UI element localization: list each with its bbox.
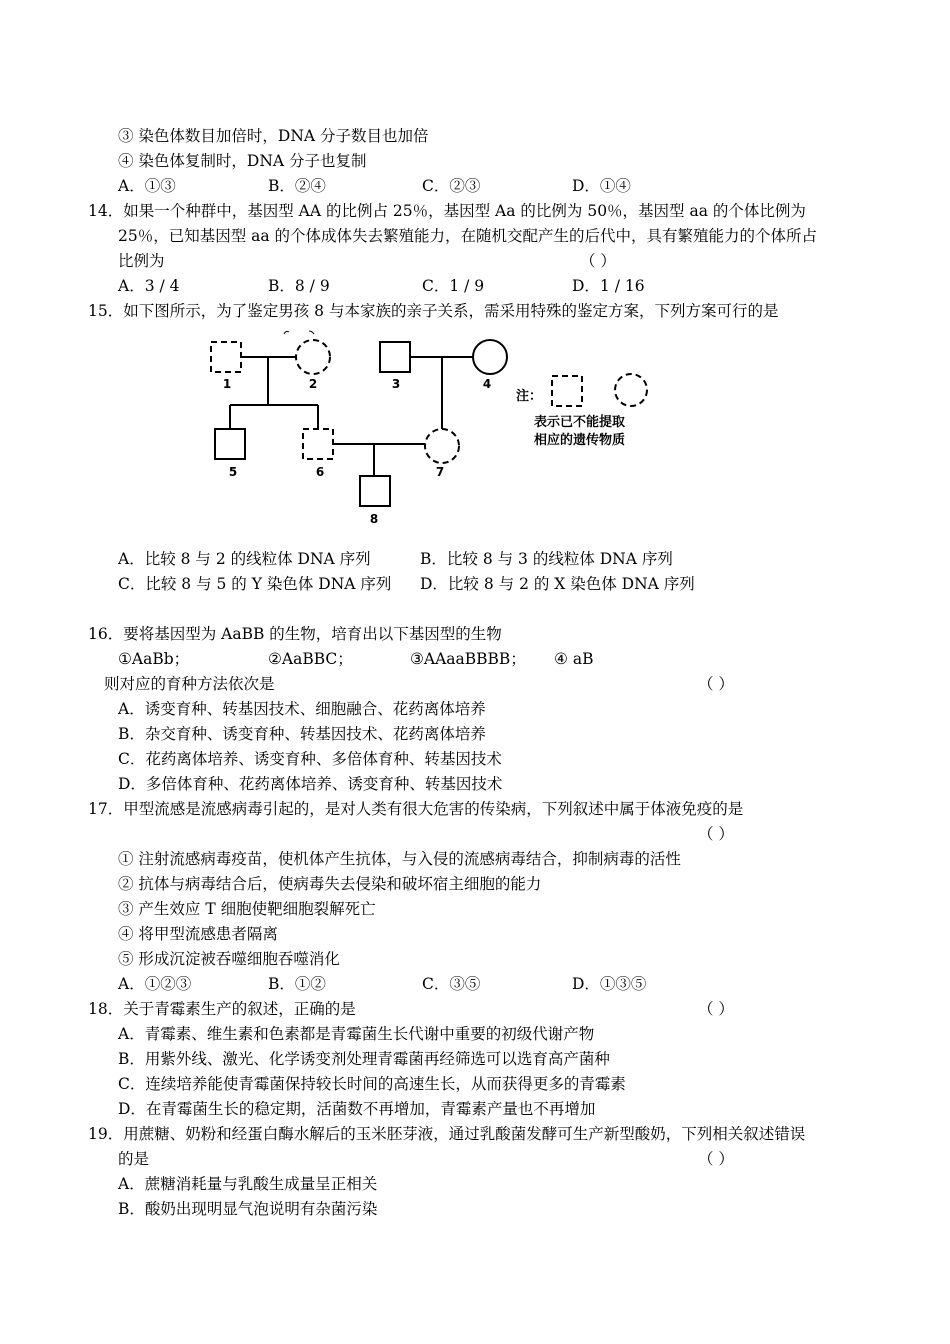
- pedigree-label-8: 8: [369, 512, 379, 526]
- q15-option-b: B．比较 8 与 3 的线粒体 DNA 序列: [420, 550, 673, 568]
- q16-genotype-1: ①AaBb；: [118, 650, 190, 668]
- pedigree-label-7: 7: [435, 465, 445, 479]
- q16-genotype-4: ④ aB: [554, 650, 594, 668]
- q14-option-a: A．3 / 4: [118, 277, 180, 295]
- pedigree-label-5: 5: [228, 465, 238, 479]
- pedigree-individual-6: [303, 429, 333, 459]
- q16-option-d: D．多倍体育种、花药离体培养、诱变育种、转基因技术: [118, 775, 503, 793]
- q17-statement-2: ② 抗体与病毒结合后，使病毒失去侵染和破坏宿主细胞的能力: [118, 875, 542, 893]
- q16-genotype-2: ②AaBBC；: [268, 650, 353, 668]
- legend-note-line1: 表示已不能提取: [534, 415, 626, 430]
- pedigree-individual-7: [425, 429, 459, 463]
- pedigree-individual-3: [380, 342, 410, 372]
- legend-note-line2: 相应的遗传物质: [534, 433, 626, 448]
- q14-stem-line1: 14．如果一个种群中，基因型 AA 的比例占 25％，基因型 Aa 的比例为 50％，基因型 aa 的个体比例为: [88, 202, 806, 220]
- q18-option-a: A．青霉素、维生素和色素都是青霉菌生长代谢中重要的初级代谢产物: [118, 1025, 595, 1043]
- q19-stem-line2: 的是: [118, 1150, 150, 1168]
- q14-option-b: B．8 / 9: [268, 277, 330, 295]
- q19-option-a: A．蔗糖消耗量与乳酸生成量呈正相关: [118, 1175, 378, 1193]
- q17-statement-5: ⑤ 形成沉淀被吞噬细胞吞噬消化: [118, 950, 340, 968]
- pedigree-label-4: 4: [482, 377, 492, 391]
- pedigree-individual-1: [211, 342, 241, 372]
- q17-statement-3: ③ 产生效应 T 细胞使靶细胞裂解死亡: [118, 900, 376, 918]
- pedigree-individual-2: [296, 340, 330, 374]
- pedigree-individual-8: [360, 476, 390, 506]
- legend-dashed-circle: [615, 374, 647, 406]
- q13-option-b: B．②④: [268, 177, 326, 195]
- q16-option-a: A．诱变育种、转基因技术、细胞融合、花药离体培养: [118, 700, 486, 718]
- q18-option-b: B．用紫外线、激光、化学诱变剂处理青霉菌再经筛选可以选育高产菌种: [118, 1050, 610, 1068]
- pedigree-individual-5: [215, 429, 245, 459]
- q17-stem: 17．甲型流感是流感病毒引起的，是对人类有很大危害的传染病，下列叙述中属于体液免疫的是: [88, 800, 744, 818]
- q17-statement-4: ④ 将甲型流感患者隔离: [118, 925, 278, 943]
- q16-option-c: C．花药离体培养、诱变育种、多倍体育种、转基因技术: [118, 750, 502, 768]
- q16-option-b: B．杂交育种、诱变育种、转基因技术、花药离体培养: [118, 725, 486, 743]
- q14-stem-line3: 比例为: [118, 252, 165, 270]
- q15-option-a: A．比较 8 与 2 的线粒体 DNA 序列: [118, 550, 371, 568]
- pedigree-label-3: 3: [391, 377, 401, 391]
- q19-stem-line1: 19．用蔗糖、奶粉和经蛋白酶水解后的玉米胚芽液，通过乳酸菌发酵可生产新型酸奶，下列相关叙述错误: [88, 1125, 806, 1143]
- q16-stem-line2: 则对应的育种方法依次是: [104, 675, 275, 693]
- legend-note-label: 注：: [516, 389, 543, 404]
- q17-answer-paren: （ ）: [698, 825, 734, 843]
- q15-option-c: C．比较 8 与 5 的 Y 染色体 DNA 序列: [118, 575, 392, 593]
- q16-answer-paren: （ ）: [698, 675, 734, 693]
- pedigree-label-6: 6: [315, 465, 325, 479]
- legend-dashed-square: [552, 376, 582, 406]
- pedigree-individual-4: [473, 340, 507, 374]
- q16-stem: 16．要将基因型为 AaBB 的生物，培育出以下基因型的生物: [88, 625, 502, 643]
- q17-option-d: D．①③⑤: [572, 975, 647, 993]
- q18-option-c: C．连续培养能使青霉菌保持较长时间的高速生长，从而获得更多的青霉素: [118, 1075, 626, 1093]
- q13-statement-3: ③ 染色体数目加倍时，DNA 分子数目也加倍: [118, 127, 429, 145]
- q13-option-d: D．①④: [572, 177, 631, 195]
- pedigree-figure: [200, 326, 670, 530]
- pedigree-label-1: 1: [222, 377, 232, 391]
- q14-stem-line2: 25％，已知基因型 aa 的个体成体失去繁殖能力，在随机交配产生的后代中，具有繁殖能力的个体所占: [118, 227, 818, 245]
- q15-stem: 15．如下图所示，为了鉴定男孩 8 与本家族的亲子关系，需采用特殊的鉴定方案，下列方案可行的是: [88, 302, 779, 320]
- q14-option-d: D．1 / 16: [572, 277, 645, 295]
- q17-option-a: A．①②③: [118, 975, 192, 993]
- q17-option-c: C．③⑤: [422, 975, 481, 993]
- pedigree-label-2: 2: [308, 377, 318, 391]
- q17-option-b: B．①②: [268, 975, 326, 993]
- q13-option-c: C．②③: [422, 177, 481, 195]
- q19-answer-paren: （ ）: [698, 1150, 734, 1168]
- q14-answer-paren: （ ）: [580, 252, 616, 270]
- q18-option-d: D．在青霉菌生长的稳定期，活菌数不再增加，青霉素产量也不再增加: [118, 1100, 596, 1118]
- q19-option-b: B．酸奶出现明显气泡说明有杂菌污染: [118, 1200, 378, 1218]
- q18-stem: 18．关于青霉素生产的叙述，正确的是: [88, 1000, 356, 1018]
- q15-option-d: D．比较 8 与 2 的 X 染色体 DNA 序列: [420, 575, 695, 593]
- q13-statement-4: ④ 染色体复制时，DNA 分子也复制: [118, 152, 367, 170]
- q14-option-c: C．1 / 9: [422, 277, 485, 295]
- q18-answer-paren: （ ）: [698, 1000, 734, 1018]
- q13-option-a: A．①③: [118, 177, 176, 195]
- q16-genotype-3: ③AAaaBBBB；: [410, 650, 526, 668]
- q17-statement-1: ① 注射流感病毒疫苗，使机体产生抗体，与入侵的流感病毒结合，抑制病毒的活性: [118, 850, 681, 868]
